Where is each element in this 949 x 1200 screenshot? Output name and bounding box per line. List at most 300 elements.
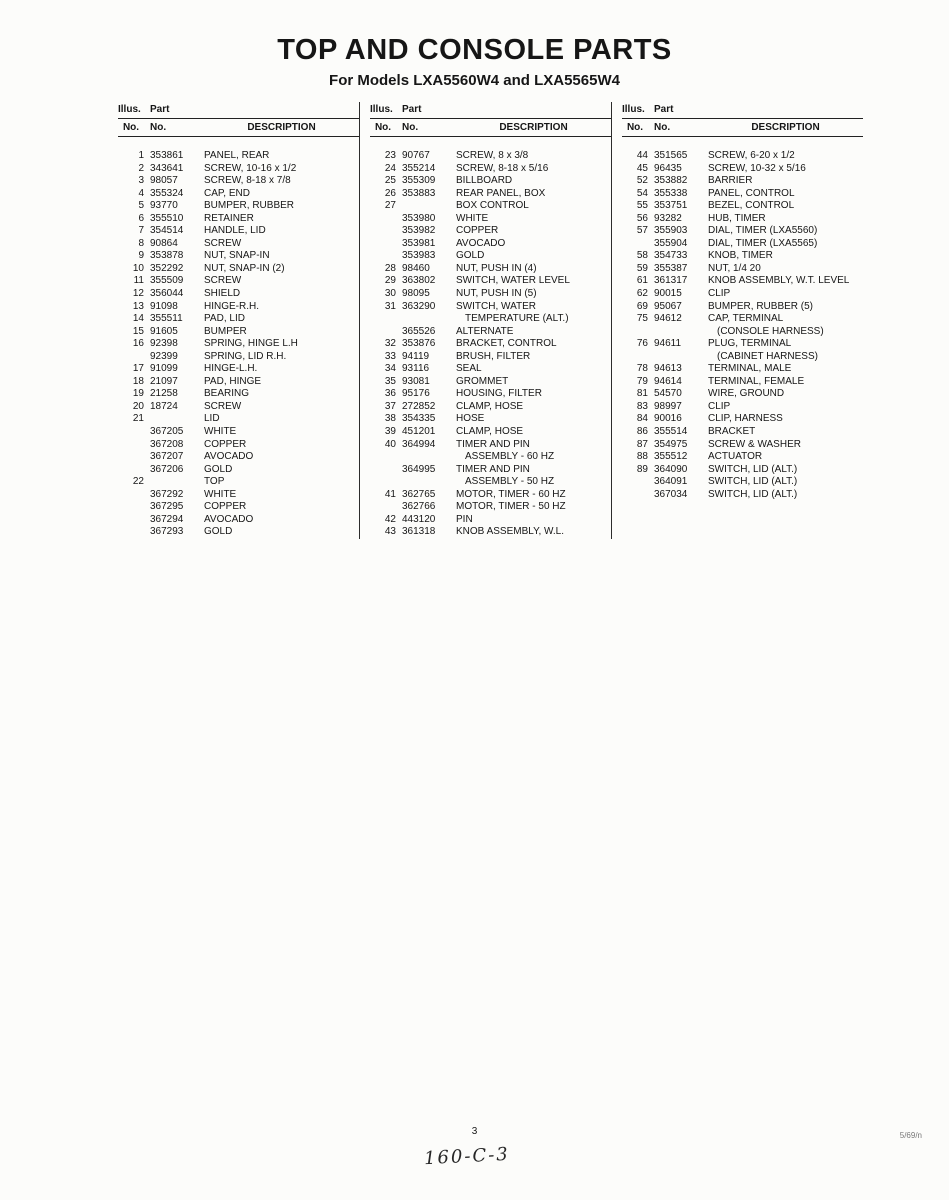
part-no: 355511 [150,313,183,325]
parts-row [370,489,611,502]
parts-row [118,388,359,401]
part-no: 361318 [402,526,436,538]
part-no: 353982 [402,225,436,237]
parts-row [118,338,359,351]
part-no: 353883 [402,187,436,199]
parts-row [622,301,863,314]
illus-no: 84 [636,413,648,425]
illus-no [118,351,144,364]
illus-no: 39 [384,426,396,438]
part-no: 93081 [402,375,430,387]
description: DIAL, TIMER (LXA5565) [708,237,818,249]
description: BEZEL, CONTROL [708,200,795,212]
part-no [402,200,450,213]
part-no: 353861 [150,150,184,161]
part-no: 351565 [654,150,688,161]
illus-no: 57 [636,225,648,237]
parts-row [622,464,863,477]
part-no: 355324 [150,187,184,199]
illus-no: 21 [132,413,144,425]
parts-row [370,326,611,339]
description: KNOB, TIMER [708,250,773,262]
description: ALTERNATE [456,325,514,337]
illus-no [370,476,396,489]
description: CLIP [708,400,731,412]
column-header [622,102,863,137]
description: TERMINAL, FEMALE [708,375,805,387]
part-no: 94613 [654,363,682,375]
parts-row [622,175,863,188]
description: BUMPER, RUBBER [204,200,295,212]
description: NUT, SNAP-IN [204,250,270,262]
part-no: 98997 [654,400,682,412]
part-no: 443120 [402,513,436,525]
part-no: 95067 [654,300,682,312]
part-no: 353878 [150,250,184,262]
description: TIMER AND PIN [456,463,530,475]
illus-no: 28 [384,262,396,274]
illus-no: 24 [384,162,396,174]
header-part-label: Part [150,104,170,115]
part-no [402,476,450,489]
page-subtitle: For Models LXA5560W4 and LXA5565W4 [329,72,620,89]
part-no: 90767 [402,150,430,161]
part-no [402,451,450,464]
illus-no: 37 [384,400,396,412]
description: NUT, 1/4 20 [708,262,761,274]
illus-no: 23 [384,150,396,161]
illus-no [118,514,144,527]
part-no: 367293 [150,526,184,538]
part-no: 353981 [402,237,436,249]
description: BRUSH, FILTER [456,350,531,362]
illus-no: 69 [636,300,648,312]
parts-row [118,514,359,527]
description: BILLBOARD [456,175,513,187]
parts-table [118,102,863,539]
description: TIMER AND PIN [456,438,530,450]
illus-no: 78 [636,363,648,375]
description: ACTUATOR [708,451,763,463]
part-no: 21097 [150,375,178,387]
illus-no: 87 [636,438,648,450]
description: NUT, PUSH IN (4) [456,262,537,274]
description: AVOCADO [456,237,506,249]
description: CLIP [708,288,731,300]
part-no: 362766 [402,501,436,513]
parts-row [370,288,611,301]
parts-row [370,501,611,514]
parts-row [118,175,359,188]
header-illus-label: Illus. [118,104,141,115]
illus-no: 62 [636,288,648,300]
parts-row [370,388,611,401]
illus-no [622,326,648,339]
description: MOTOR, TIMER - 50 HZ [456,501,566,513]
part-no: 363802 [402,275,436,287]
part-no: 354733 [654,250,688,262]
illus-no [118,439,144,452]
description: SWITCH, WATER LEVEL [456,275,570,287]
description: BRACKET [708,426,756,438]
parts-row [622,426,863,439]
description: LID [204,413,220,425]
parts-row [118,439,359,452]
header-rule-bottom [370,136,611,137]
description: (CONSOLE HARNESS) [717,325,824,337]
parts-row [622,275,863,288]
part-no: 90015 [654,288,682,300]
parts-row [118,526,359,539]
description: BEARING [204,388,250,400]
part-no: 343641 [150,162,184,174]
part-no: 93282 [654,212,682,224]
description: SCREW, 8-18 x 7/8 [204,175,291,187]
description: SWITCH, LID (ALT.) [708,488,798,500]
part-no: 355309 [402,175,436,187]
illus-no: 34 [384,363,396,375]
part-no: 94612 [654,313,682,325]
description: CLAMP, HOSE [456,400,524,412]
handwritten-note: 160-C-3 [423,1143,511,1170]
illus-no: 1 [138,150,144,161]
header-description-label: DESCRIPTION [751,122,820,133]
part-no: 354335 [402,413,436,425]
illus-no: 44 [636,150,648,161]
part-no: 367294 [150,513,184,525]
illus-no: 3 [138,175,144,187]
description: CAP, TERMINAL [708,313,784,325]
parts-row [622,313,863,326]
part-no: 353876 [402,338,436,350]
illus-no [370,213,396,226]
description: COPPER [204,501,247,513]
parts-row [118,288,359,301]
parts-row [622,401,863,414]
illus-no [118,501,144,514]
page-number: 3 [471,1126,478,1137]
part-no: 355214 [402,162,436,174]
description: NUT, PUSH IN (5) [456,288,537,300]
parts-row [370,514,611,527]
parts-row [118,150,359,163]
description: SCREW & WASHER [708,438,801,450]
part-no: 367208 [150,438,184,450]
header-description-label: DESCRIPTION [247,122,316,133]
illus-no: 9 [138,250,144,262]
parts-row [622,163,863,176]
parts-row [118,376,359,389]
illus-no [118,426,144,439]
header-no2-label: No. [654,122,671,133]
parts-row [118,188,359,201]
parts-row [118,225,359,238]
part-no: 367295 [150,501,184,513]
illus-no: 59 [636,262,648,274]
illus-no: 42 [384,513,396,525]
part-no: 94119 [402,350,430,362]
illus-no: 16 [132,338,144,350]
part-no: 93770 [150,200,178,212]
illus-no [622,489,648,502]
part-no [402,313,450,326]
parts-row [622,263,863,276]
description: PIN [456,513,473,525]
description: SCREW, 8-18 x 5/16 [456,162,549,174]
parts-row [370,363,611,376]
illus-no: 43 [384,526,396,538]
illus-no: 29 [384,275,396,287]
parts-row [118,451,359,464]
parts-row [622,388,863,401]
parts-row [622,439,863,452]
description: SWITCH, LID (ALT.) [708,463,798,475]
part-no: 364995 [402,463,436,475]
parts-row [622,489,863,502]
part-no: 353980 [402,212,436,224]
parts-row [622,200,863,213]
parts-row [370,213,611,226]
illus-no [370,451,396,464]
illus-no [622,476,648,489]
illus-no: 33 [384,350,396,362]
column-header [370,102,611,137]
parts-row [622,476,863,489]
illus-no: 25 [384,175,396,187]
parts-row [118,426,359,439]
rows [118,150,359,539]
part-no: 362765 [402,488,436,500]
part-no: 98460 [402,262,430,274]
illus-no: 89 [636,463,648,475]
parts-row [118,413,359,426]
description: PAD, HINGE [204,375,262,387]
illus-no: 19 [132,388,144,400]
parts-row [118,275,359,288]
description: SEAL [456,363,482,375]
part-no: 365526 [402,325,436,337]
illus-no: 86 [636,426,648,438]
part-no: 364090 [654,463,688,475]
print-code: 5/69/n [899,1131,922,1140]
part-no: 92398 [150,338,178,350]
description: WHITE [204,488,237,500]
parts-row [622,413,863,426]
header-no-label: No. [122,122,140,133]
parts-row [370,439,611,452]
part-no: 98095 [402,288,430,300]
description: SWITCH, WATER [456,300,536,312]
description: SPRING, LID R.H. [204,350,287,362]
parts-row [622,363,863,376]
description: DIAL, TIMER (LXA5560) [708,225,818,237]
parts-row [370,275,611,288]
illus-no: 31 [384,300,396,312]
illus-no: 41 [384,488,396,500]
description: SCREW [204,400,242,412]
part-no [654,351,702,364]
illus-no: 15 [132,325,144,337]
header-part-label: Part [402,104,422,115]
part-no: 91605 [150,325,178,337]
description: SHIELD [204,288,241,300]
illus-no: 10 [132,262,144,274]
description: TOP [204,476,225,488]
description: HUB, TIMER [708,212,766,224]
illus-no: 13 [132,300,144,312]
parts-row [370,163,611,176]
parts-row [118,263,359,276]
part-no: 92399 [150,350,178,362]
header-part-label: Part [654,104,674,115]
part-no: 451201 [402,426,436,438]
illus-no: 61 [636,275,648,287]
description: CLAMP, HOSE [456,426,524,438]
description: PAD, LID [204,313,245,325]
illus-no [370,501,396,514]
parts-row [622,326,863,339]
illus-no: 11 [133,275,144,287]
description: CLIP, HARNESS [708,413,783,425]
illus-no: 55 [636,200,648,212]
description: ASSEMBLY - 50 HZ [465,476,555,488]
parts-row [370,150,611,163]
part-no: 91098 [150,300,178,312]
illus-no [118,451,144,464]
part-no: 18724 [150,400,178,412]
part-no: 354975 [654,438,688,450]
description: PANEL, CONTROL [708,187,795,199]
part-no: 361317 [654,275,688,287]
parts-row [370,413,611,426]
rows [622,150,863,501]
part-no: 355512 [654,451,688,463]
parts-row [118,200,359,213]
part-no: 353882 [654,175,688,187]
description: HINGE-R.H. [204,300,259,312]
parts-row [622,250,863,263]
parts-row [370,238,611,251]
description: SWITCH, LID (ALT.) [708,476,798,488]
parts-row [622,188,863,201]
part-no: 364091 [654,476,688,488]
description: SCREW, 10-32 x 5/16 [708,162,806,174]
header-no-label: No. [626,122,644,133]
part-no: 355514 [654,426,688,438]
description: HOSE [456,413,485,425]
part-no: 93116 [402,363,430,375]
illus-no: 54 [636,187,648,199]
illus-no: 26 [384,187,396,199]
part-no: 21258 [150,388,178,400]
illus-no: 12 [132,288,144,300]
part-no: 355387 [654,262,688,274]
part-no: 355509 [150,275,184,287]
part-no: 90016 [654,413,682,425]
parts-row [370,401,611,414]
illus-no: 6 [138,212,144,224]
part-no: 96435 [654,162,682,174]
illus-no: 5 [138,200,144,212]
parts-row [370,476,611,489]
parts-row [370,451,611,464]
description: MOTOR, TIMER - 60 HZ [456,488,566,500]
parts-row [622,451,863,464]
parts-row [118,476,359,489]
illus-no: 38 [384,413,396,425]
parts-row [118,313,359,326]
part-no: 367206 [150,463,184,475]
parts-row [370,526,611,539]
parts-column [118,102,359,539]
illus-no: 45 [636,162,648,174]
description: TERMINAL, MALE [708,363,792,375]
part-no: 355510 [150,212,184,224]
parts-row [118,501,359,514]
parts-row [622,351,863,364]
header-no2-label: No. [402,122,419,133]
part-no: 367207 [150,451,184,463]
description: KNOB ASSEMBLY, W.T. LEVEL [708,275,850,287]
column-header [118,102,359,137]
description: BUMPER, RUBBER (5) [708,300,814,312]
parts-row [370,250,611,263]
description: HANDLE, LID [204,225,266,237]
parts-row [370,200,611,213]
illus-no: 27 [384,200,396,212]
description: GROMMET [456,375,509,387]
page-title: TOP AND CONSOLE PARTS [277,34,672,66]
illus-no: 18 [132,375,144,387]
part-no: 354514 [150,225,184,237]
parts-row [370,301,611,314]
parts-row [370,464,611,477]
part-no: 98057 [150,175,178,187]
description: HOUSING, FILTER [456,388,542,400]
illus-no [370,313,396,326]
part-no: 94614 [654,375,682,387]
part-no: 90864 [150,237,178,249]
description: CAP, END [204,187,250,199]
description: BRACKET, CONTROL [456,338,557,350]
illus-no [370,250,396,263]
illus-no: 22 [132,476,144,488]
illus-no: 2 [138,162,144,174]
part-no: 272852 [402,400,436,412]
description: PLUG, TERMINAL [708,338,792,350]
illus-no [370,225,396,238]
parts-row [370,263,611,276]
illus-no: 30 [384,288,396,300]
part-no: 355903 [654,225,688,237]
part-no: 367292 [150,488,184,500]
illus-no: 81 [636,388,648,400]
parts-row [622,338,863,351]
parts-row [118,238,359,251]
illus-no: 58 [636,250,648,262]
header-no-label: No. [374,122,392,133]
part-no: 364994 [402,438,436,450]
parts-row [622,225,863,238]
illus-no: 83 [636,400,648,412]
description: BOX CONTROL [456,200,529,212]
illus-no: 75 [636,313,648,325]
part-no: 95176 [402,388,430,400]
description: SCREW, 10-16 x 1/2 [204,162,297,174]
rows [370,150,611,539]
part-no: 355338 [654,187,688,199]
parts-row [118,401,359,414]
